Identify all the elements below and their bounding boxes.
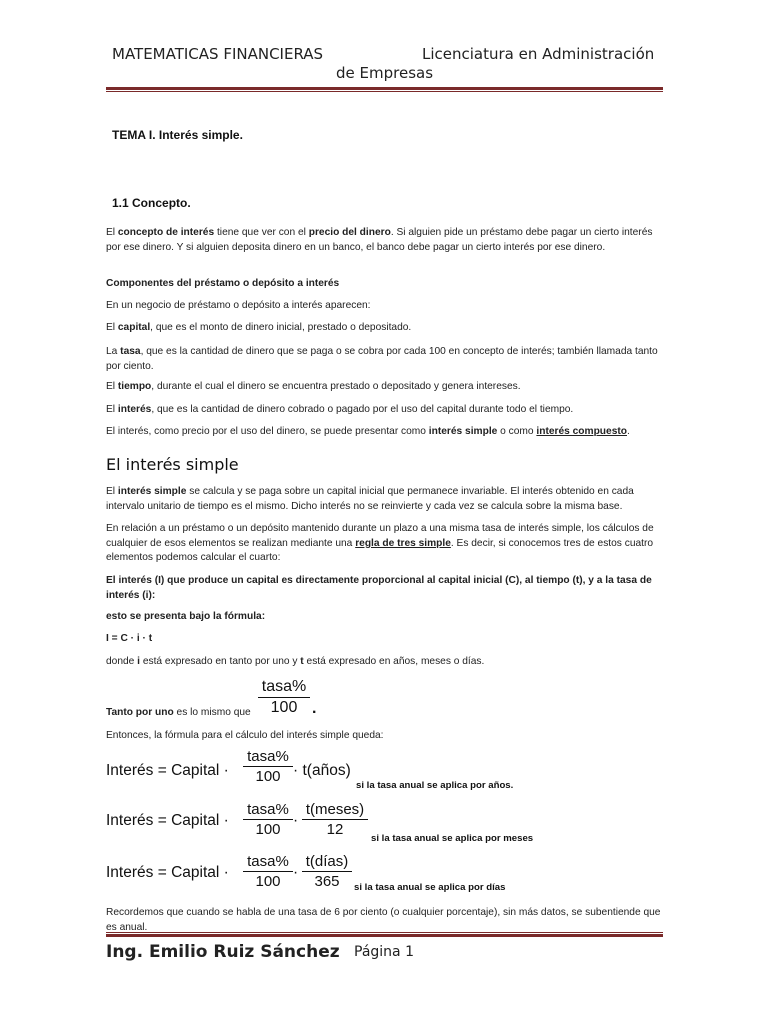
paragraph-donde: donde i está expresado en tanto por uno y t está expresado en años, meses o días. [106,656,485,667]
paragraph-formula-intro: esto se presenta bajo la fórmula: [106,611,266,622]
section-title: 1.1 Concepto. [112,196,191,210]
equation-anos-note: si la tasa anual se aplica por años. [356,780,514,791]
equation-dias-note: si la tasa anual se aplica por días [354,882,506,893]
heading-interes-simple: El interés simple [106,455,239,474]
footer-page-number: Página 1 [354,944,414,960]
footer-author: Ing. Emilio Ruiz Sánchez [106,942,340,962]
period: . [312,700,317,717]
paragraph-tasa: La tasa, que es la cantidad de dinero que se paga o se cobra por cada 100 en concepto de interés; también llamada tanto por ciento. [106,346,658,372]
paragraph-recordemos: Recordemos que cuando se habla de una tasa de 6 por ciento (o cualquier porcentaje), sin más datos, se subentiende que es anual. [106,907,661,933]
tema-title: TEMA I. Interés simple. [112,128,243,142]
header-rule-thin [106,91,663,92]
equation-dias-dot: · [293,864,299,881]
equation-dias-fraction-time: t(días) 365 [302,853,352,890]
equation-anos-fraction: tasa% 100 [243,748,293,785]
equation-meses-dot: · [293,812,299,829]
formula-basic: I = C · i · t [106,633,153,644]
header-right-cont: de Empresas [336,64,434,82]
header-left: MATEMATICAS FINANCIERAS [112,45,324,63]
footer-rule-thin [106,932,663,933]
paragraph-simple: El interés simple se calcula y se paga sobre un capital inicial que permanece invariable. El interés obtenido en cada intervalo unitario de tiempo es el mismo. Dicho interés no se reinvierte y cada vez se calcula sobre la misma base. [106,486,634,512]
paragraph-tiempo: El tiempo, durante el cual el dinero se encuentra prestado o depositado y genera intereses. [106,381,521,392]
paragraph-proporcional: El interés (I) que produce un capital es directamente proporcional al capital inicial (C), al tiempo (t), y a la tasa de interés (i): [106,575,652,601]
equation-dias-fraction-tasa: tasa% 100 [243,853,293,890]
fraction-tasa: tasa% 100 [258,678,310,717]
componentes-title: Componentes del préstamo o depósito a interés [106,278,340,289]
equation-meses: Interés = Capital · [106,812,229,829]
paragraph-concepto: El concepto de interés tiene que ver con el precio del dinero. Si alguien pide un préstamo debe pagar un cierto interés por ese dinero. Y si alguien deposita dinero en un banco, el banco debe pagar un cierto interés por ese dinero. [106,227,653,253]
equation-anos-time: · t(años) [293,762,351,779]
equation-dias: Interés = Capital · [106,864,229,881]
paragraph-entonces: Entonces, la fórmula para el cálculo del interés simple queda: [106,730,384,741]
equation-meses-note: si la tasa anual se aplica por meses [371,833,534,844]
equation-anos: Interés = Capital · [106,762,229,779]
footer-rule [106,934,663,937]
paragraph-precio: El interés, como precio por el uso del dinero, se puede presentar como interés simple o como interés compuesto. [106,426,630,437]
paragraph-tanto: Tanto por uno es lo mismo que [106,707,251,718]
equation-meses-fraction-tasa: tasa% 100 [243,801,293,838]
header-rule [106,87,663,90]
paragraph-capital: El capital, que es el monto de dinero inicial, prestado o depositado. [106,322,412,333]
paragraph-relacion: En relación a un préstamo o un depósito mantenido durante un plazo a una misma tasa de interés simple, los cálculos de cualquier de esos elementos se realizan mediante una regla de tres simple. Es decir, si conocemos tres de estos cuatro elementos podemos calcular el cuarto: [106,523,654,563]
equation-meses-fraction-time: t(meses) 12 [302,801,368,838]
paragraph-interes: El interés, que es la cantidad de dinero cobrado o pagado por el uso del capital durante todo el tiempo. [106,404,574,415]
paragraph-aparecen: En un negocio de préstamo o depósito a interés aparecen: [106,300,371,311]
header-right: Licenciatura en Administración [422,45,655,63]
